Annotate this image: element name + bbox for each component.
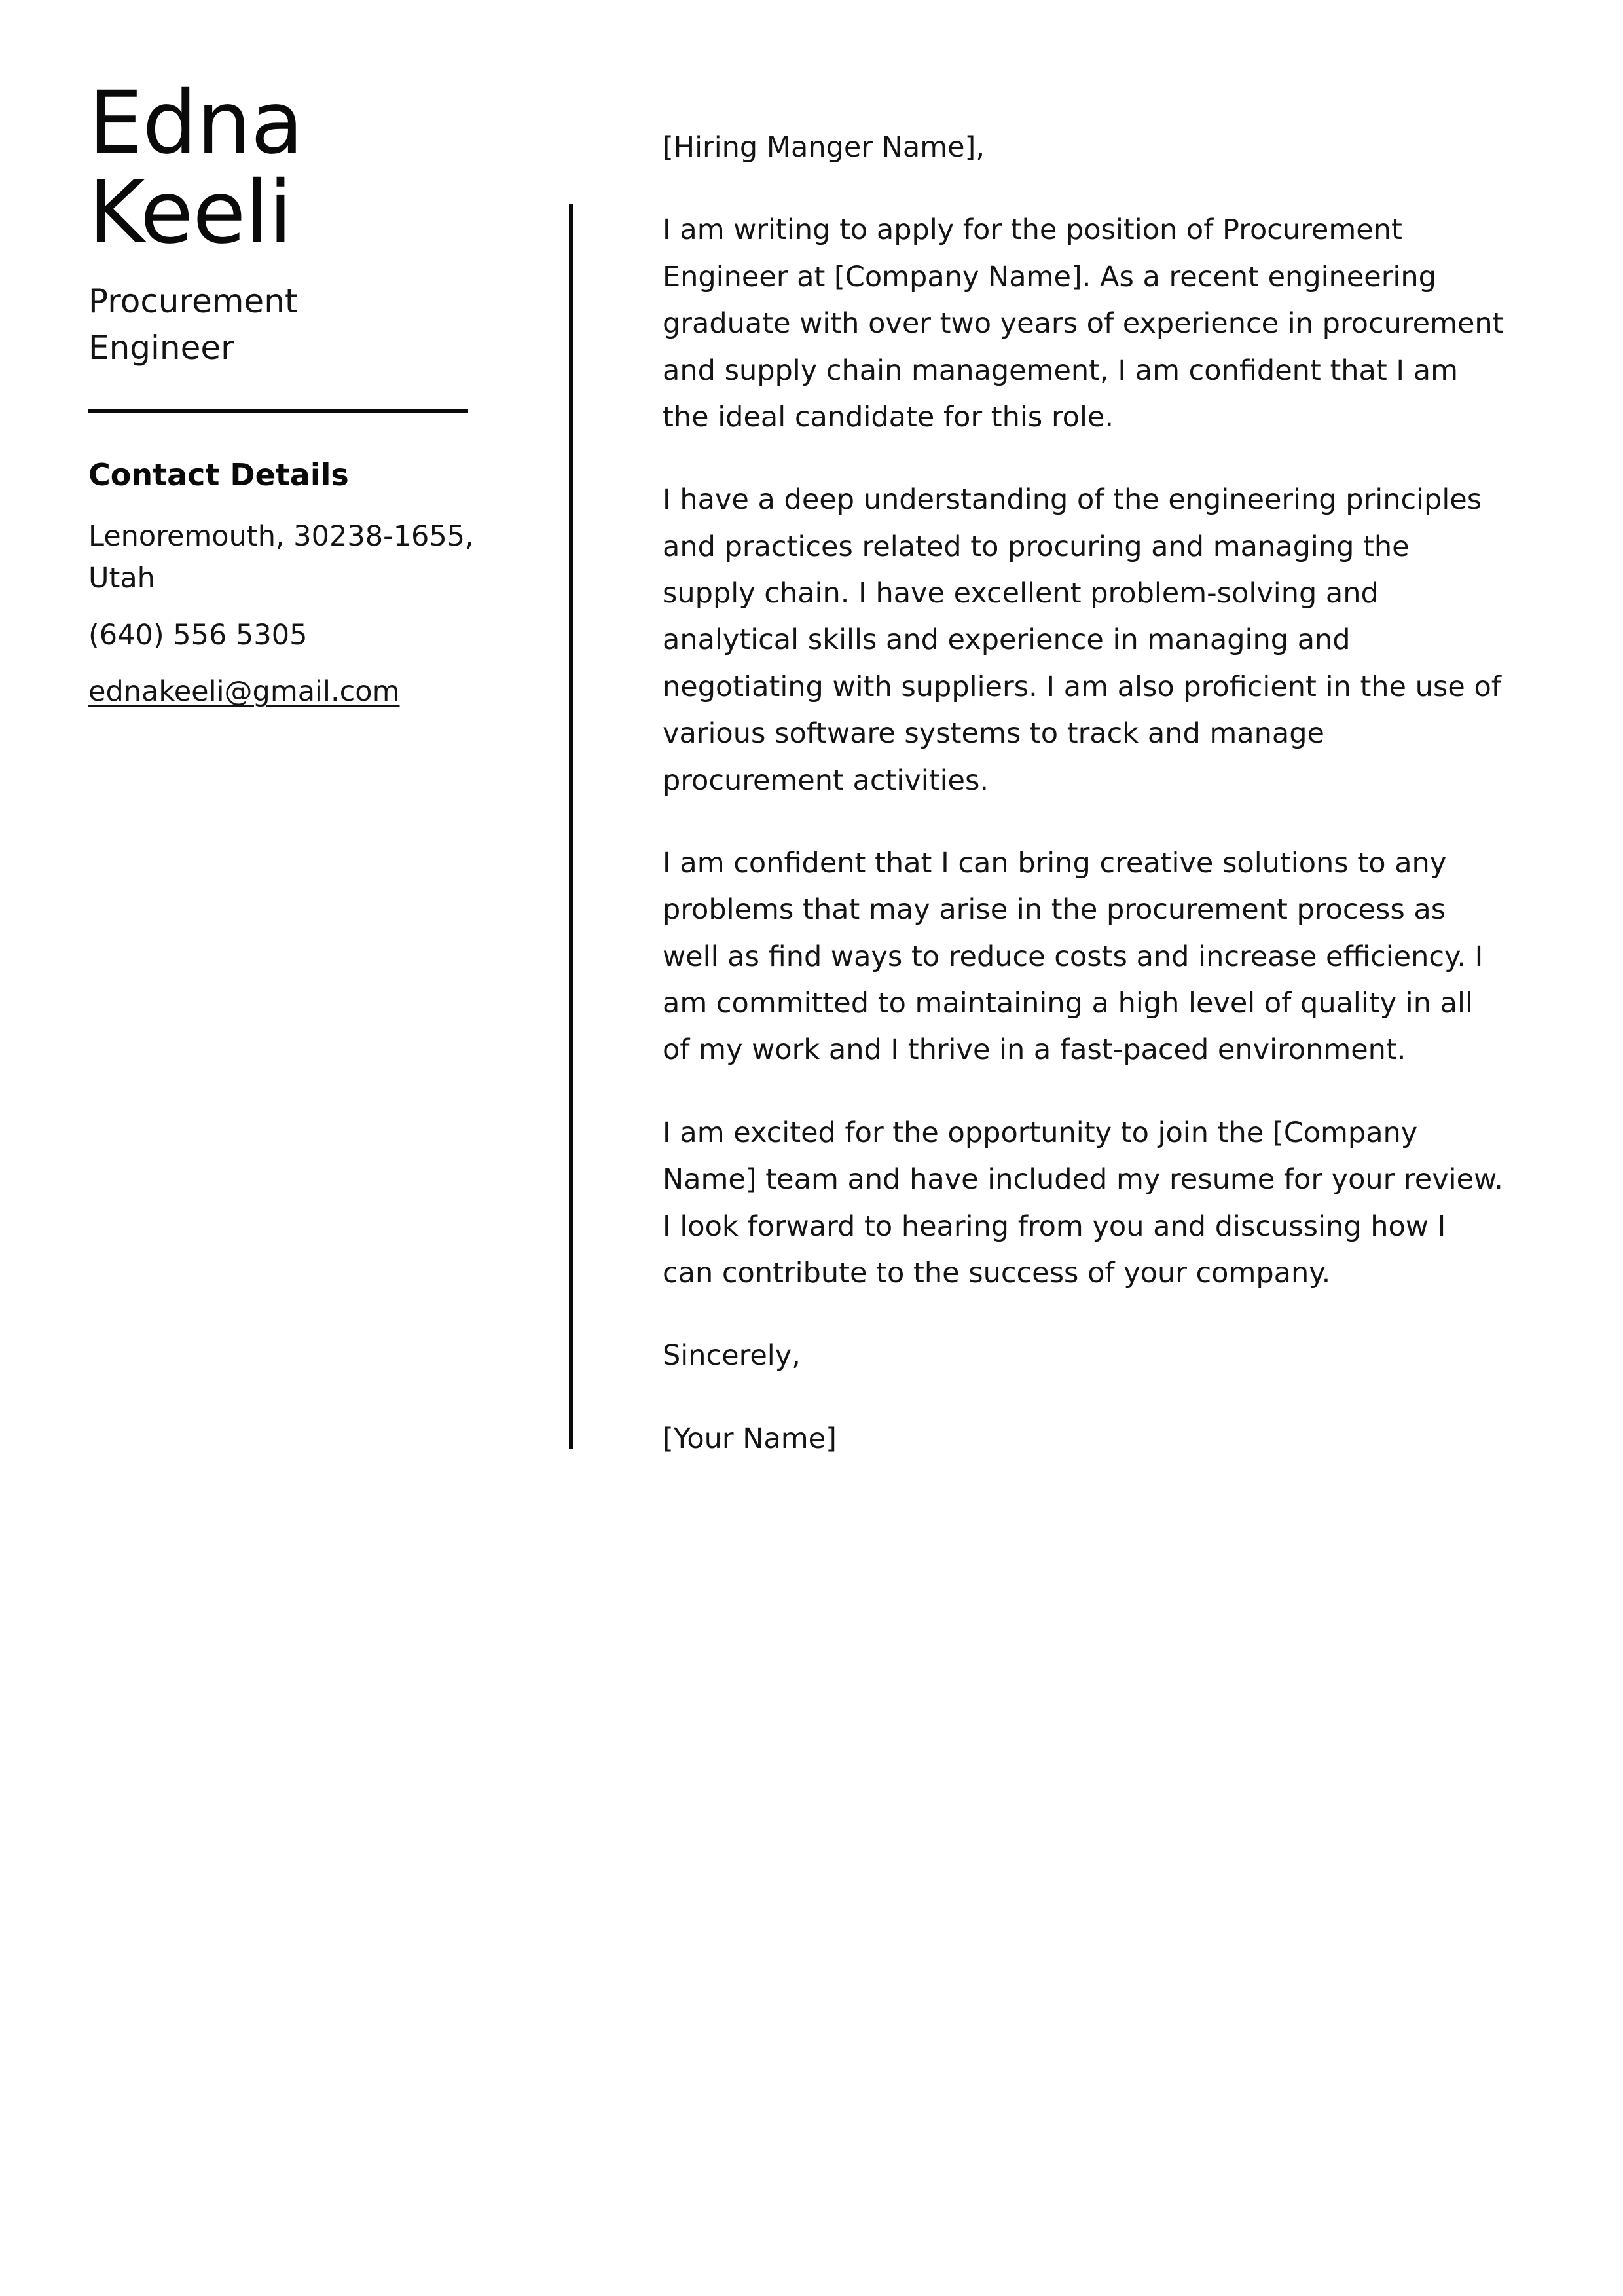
candidate-name	[88, 73, 507, 264]
contact-email-link[interactable]: ednakeeli@gmail.com	[88, 675, 400, 709]
letter-salutation: [Hiring Manger Name],	[663, 131, 985, 164]
sidebar	[88, 73, 507, 728]
candidate-last-name: Keeli	[88, 162, 292, 264]
job-title	[88, 278, 507, 371]
candidate-first-name: Edna	[88, 73, 303, 174]
letter-paragraph-1: I am writing to apply for the position of Procurement Engineer at [Company Name]. As a recent engineering graduate with over two years of experience in procurement and supply chain management, I am confident that I am the ideal candidate for this role.	[663, 213, 1504, 434]
letter-closing: Sincerely,	[663, 1339, 801, 1373]
contact-address: Lenoremouth, 30238-1655, Utah	[88, 519, 474, 595]
column-separator	[569, 204, 573, 1449]
job-title-line-1: Procurement	[88, 282, 298, 320]
contact-details-heading: Contact Details	[88, 456, 349, 492]
letter-paragraph-2: I have a deep understanding of the engineering principles and practices related to procuring and managing the supply chain. I have excellent problem-solving and analytical skills and experience in managing and negotiating with suppliers. I am also proficient in the use of various software systems to track and manage procurement activities.	[663, 483, 1501, 797]
letter-body	[663, 124, 1504, 1462]
letter-paragraph-3: I am confident that I can bring creative solutions to any problems that may arise in the procurement process as well as find ways to reduce costs and increase efficiency. I am committed to maintaining a high level of quality in all of my work and I thrive in a fast-paced environment.	[663, 846, 1484, 1067]
contact-details-list	[88, 515, 507, 713]
job-title-line-2: Engineer	[88, 328, 234, 367]
contact-phone: (640) 556 5305	[88, 618, 308, 652]
letter-signature: [Your Name]	[663, 1422, 837, 1455]
sidebar-horizontal-rule	[88, 409, 468, 413]
letter-paragraph-4: I am excited for the opportunity to join the [Company Name] team and have included my resume for your review. I look forward to hearing from you and discussing how I can contribute to the success of your company.	[663, 1116, 1503, 1289]
